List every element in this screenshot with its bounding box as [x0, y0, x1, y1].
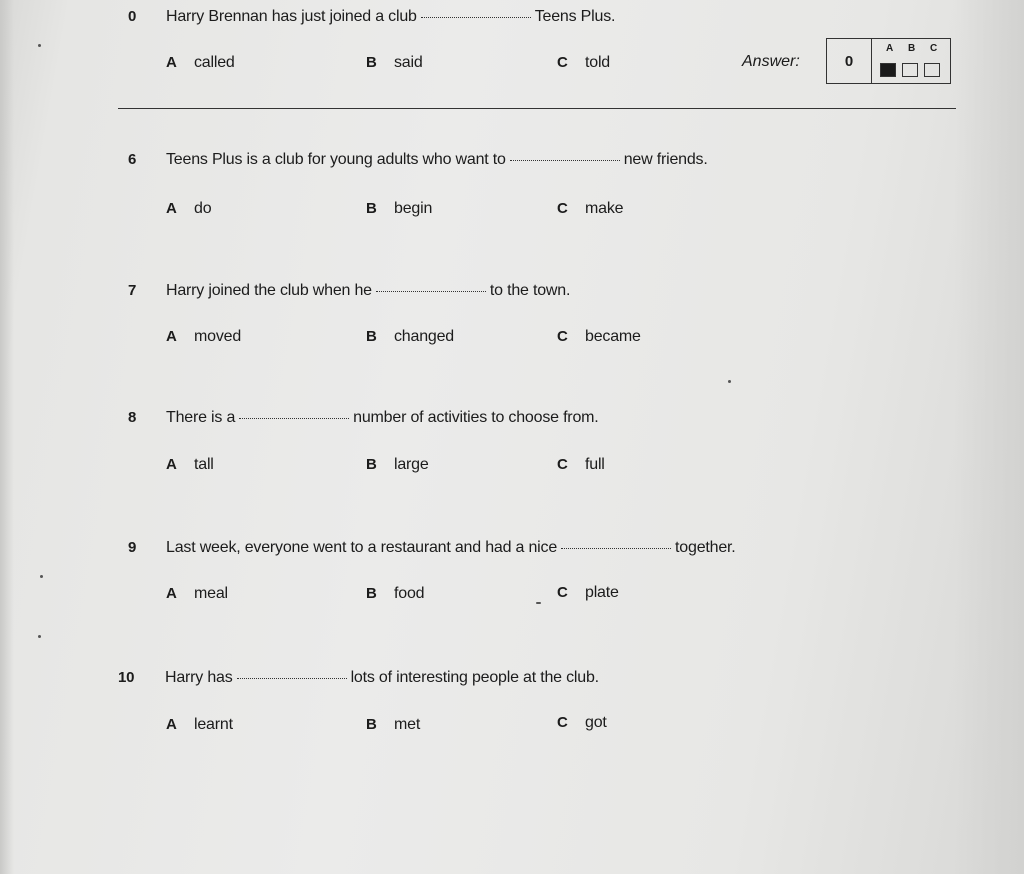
- option-b: B food: [366, 585, 425, 602]
- answer-blank: [421, 16, 531, 18]
- answer-blank: [239, 417, 349, 419]
- answer-letter-c: C: [930, 43, 938, 54]
- question-number: 6: [128, 151, 137, 168]
- answer-cell-c: [924, 63, 940, 77]
- question-text-after: together.: [675, 539, 736, 556]
- example-question: [128, 8, 615, 26]
- question-text-before: Last week, everyone went to a restaurant and had a nice: [166, 539, 558, 556]
- answer-blank: [237, 677, 347, 679]
- option-a: A tall: [166, 456, 214, 473]
- divider-line: [118, 108, 956, 109]
- question-number: 7: [128, 282, 137, 299]
- question-text-before: There is a: [166, 409, 236, 426]
- option-c: C told: [557, 54, 610, 71]
- answer-box: [826, 38, 951, 84]
- option-b: B begin: [366, 200, 433, 217]
- paper-speck: [536, 602, 541, 604]
- question-number: 8: [128, 409, 137, 426]
- question-text-after: lots of interesting people at the club.: [350, 669, 599, 686]
- option-b: B large: [366, 456, 429, 473]
- question-text-before: Harry Brennan has just joined a club: [166, 8, 417, 25]
- answer-label: Answer:: [742, 53, 800, 70]
- question-9: [128, 539, 736, 557]
- question-10: [118, 669, 599, 687]
- option-a: A do: [166, 200, 212, 217]
- question-number: 10: [118, 669, 135, 686]
- answer-blank: [561, 547, 671, 549]
- question-8: [128, 409, 599, 427]
- option-a: A moved: [166, 328, 242, 345]
- question-number: 0: [128, 8, 137, 25]
- question-6: [128, 151, 708, 169]
- option-b: B met: [366, 716, 421, 733]
- option-a: A meal: [166, 585, 228, 602]
- answer-cell-a-filled: [880, 63, 896, 77]
- question-number: 9: [128, 539, 137, 556]
- question-text-after: Teens Plus.: [534, 8, 616, 25]
- page-shadow-right: [954, 0, 1024, 874]
- question-text-before: Harry has: [165, 669, 233, 686]
- question-text-after: to the town.: [489, 282, 571, 299]
- question-text-before: Teens Plus is a club for young adults who want to: [166, 151, 506, 168]
- paper-speck: [40, 575, 43, 578]
- question-7: [128, 282, 570, 300]
- option-c: C got: [557, 714, 607, 731]
- option-b: B said: [366, 54, 423, 71]
- question-text-after: new friends.: [623, 151, 708, 168]
- option-c: C plate: [557, 584, 619, 601]
- option-c: C full: [557, 456, 605, 473]
- answer-box-number: 0: [827, 39, 872, 83]
- answer-letter-a: A: [886, 43, 894, 54]
- option-b: B changed: [366, 328, 454, 345]
- answer-cell-b: [902, 63, 918, 77]
- answer-blank: [510, 159, 620, 161]
- option-a: A learnt: [166, 716, 233, 733]
- paper-speck: [38, 635, 41, 638]
- answer-grid: [872, 39, 950, 83]
- option-a: A called: [166, 54, 235, 71]
- paper-speck: [728, 380, 731, 383]
- question-text-before: Harry joined the club when he: [166, 282, 372, 299]
- page-shadow-left: [0, 0, 14, 874]
- answer-letter-b: B: [908, 43, 916, 54]
- option-c: C became: [557, 328, 641, 345]
- option-c: C make: [557, 200, 624, 217]
- paper-speck: [38, 44, 41, 47]
- answer-blank: [376, 290, 486, 292]
- question-text-after: number of activities to choose from.: [353, 409, 599, 426]
